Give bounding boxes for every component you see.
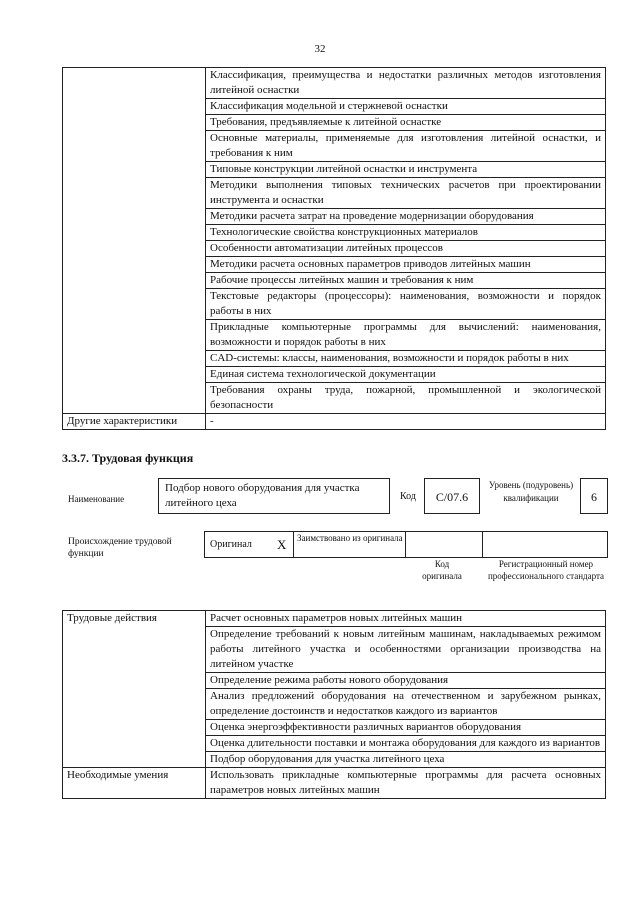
table-cell: Классификация, преимущества и недостатки различных методов изготовления литейной оснастки <box>206 68 606 99</box>
table-cell: Методики расчета затрат на проведение модернизации оборудования <box>206 209 606 225</box>
actions-table <box>62 610 606 799</box>
table-cell: Особенности автоматизации литейных процессов <box>206 241 606 257</box>
borrowed-label: Заимствовано из оригинала <box>297 533 403 543</box>
table-cell: Прикладные компьютерные программы для вычислений: наименования, возможности и порядок работы в них <box>206 320 606 351</box>
table-cell: Расчет основных параметров новых литейных машин <box>206 611 606 627</box>
table-cell: Анализ предложений оборудования на отечественном и зарубежном рынках, определение достоинств и недостатков каждого из вариантов <box>206 689 606 720</box>
level-value: 6 <box>580 478 608 514</box>
name-label: Наименование <box>68 494 125 504</box>
actions-label: Трудовые действия <box>63 611 206 768</box>
divider <box>293 532 294 557</box>
table-cell: Использовать прикладные компьютерные программы для расчета основных параметров новых литейных машин <box>206 768 606 799</box>
table-cell: Технологические свойства конструкционных материалов <box>206 225 606 241</box>
origin-label: Происхождение трудовой функции <box>68 537 172 559</box>
name-value: Подбор нового оборудования для участка литейного цеха <box>158 478 390 514</box>
section-title: 3.3.7. Трудовая функция <box>62 451 194 465</box>
table-cell: Определение требований к новым литейным машинам, накладываемых режимом работы литейного участка и особенностями организации производства на литейном участке <box>206 627 606 673</box>
table-cell: Типовые конструкции литейной оснастки и инструмента <box>206 162 606 178</box>
original-mark: X <box>277 537 287 552</box>
knowledge-table <box>62 67 606 430</box>
table-cell: Классификация модельной и стержневой оснастки <box>206 99 606 115</box>
table-cell: Рабочие процессы литейных машин и требования к ним <box>206 273 606 289</box>
table-cell: Оценка энергоэффективности различных вариантов оборудования <box>206 720 606 736</box>
other-characteristics-label: Другие характеристики <box>63 414 206 430</box>
table-row <box>63 611 606 627</box>
table-cell: CAD-системы: классы, наименования, возможности и порядок работы в них <box>206 351 606 367</box>
other-characteristics-value: - <box>206 414 606 430</box>
skills-label: Необходимые умения <box>63 768 206 799</box>
original-label: Оригинал <box>210 539 252 550</box>
table-cell: Подбор оборудования для участка литейного цеха <box>206 752 606 768</box>
empty-label-cell <box>63 68 206 414</box>
table-row <box>63 414 606 430</box>
table-cell: Методики выполнения типовых технических расчетов при проектировании инструмента и оснастки <box>206 178 606 209</box>
table-cell: Определение режима работы нового оборудования <box>206 673 606 689</box>
table-cell: Методики расчета основных параметров приводов литейных машин <box>206 257 606 273</box>
table-cell: Требования, предъявляемые к литейной оснастке <box>206 115 606 131</box>
level-label: Уровень (подуровень) квалификации <box>488 480 574 503</box>
code-label: Код <box>400 491 416 502</box>
table-row <box>63 68 606 99</box>
table-cell: Текстовые редакторы (процессоры): наименования, возможности и порядок работы в них <box>206 289 606 320</box>
table-cell: Оценка длительности поставки и монтажа оборудования для каждого из вариантов <box>206 736 606 752</box>
table-row <box>63 768 606 799</box>
code-caption: Код оригинала <box>422 559 462 581</box>
table-cell: Единая система технологической документации <box>206 367 606 383</box>
origin-box <box>204 531 608 558</box>
page-number: 32 <box>314 43 326 55</box>
table-cell: Требования охраны труда, пожарной, промышленной и экологической безопасности <box>206 383 606 414</box>
divider <box>405 532 406 557</box>
table-cell: Основные материалы, применяемые для изготовления литейной оснастки, и требования к ним <box>206 131 606 162</box>
code-value: C/07.6 <box>424 478 480 514</box>
reg-caption: Регистрационный номер профессионального стандарта <box>487 559 605 581</box>
divider <box>482 532 483 557</box>
